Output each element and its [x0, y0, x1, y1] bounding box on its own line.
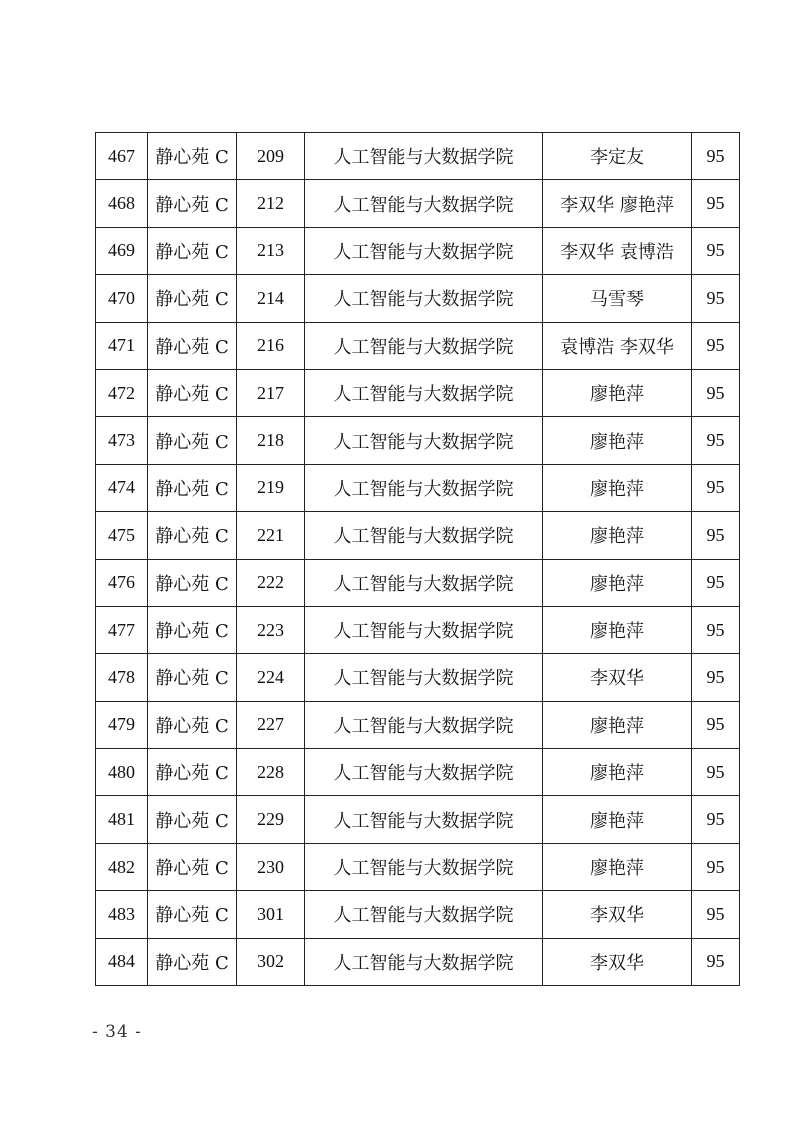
- cell-responsible-people: 廖艳萍: [543, 749, 692, 796]
- cell-score: 95: [692, 701, 740, 748]
- table-body: [96, 133, 740, 986]
- cell-building: 静心苑 C: [148, 133, 237, 180]
- cell-college: 人工智能与大数据学院: [305, 180, 543, 227]
- cell-number: 477: [96, 606, 148, 653]
- cell-responsible-people: 李双华 袁博浩: [543, 227, 692, 274]
- cell-college: 人工智能与大数据学院: [305, 796, 543, 843]
- cell-responsible-people: 廖艳萍: [543, 369, 692, 416]
- cell-room: 219: [237, 464, 305, 511]
- cell-college: 人工智能与大数据学院: [305, 701, 543, 748]
- cell-room: 221: [237, 512, 305, 559]
- cell-score: 95: [692, 275, 740, 322]
- cell-building: 静心苑 C: [148, 322, 237, 369]
- cell-responsible-people: 廖艳萍: [543, 559, 692, 606]
- cell-college: 人工智能与大数据学院: [305, 654, 543, 701]
- cell-room: 224: [237, 654, 305, 701]
- cell-responsible-people: 李双华: [543, 654, 692, 701]
- cell-responsible-people: 廖艳萍: [543, 417, 692, 464]
- cell-college: 人工智能与大数据学院: [305, 512, 543, 559]
- table-row: [96, 843, 740, 890]
- cell-number: 476: [96, 559, 148, 606]
- cell-responsible-people: 李双华 廖艳萍: [543, 180, 692, 227]
- cell-score: 95: [692, 796, 740, 843]
- cell-college: 人工智能与大数据学院: [305, 133, 543, 180]
- cell-responsible-people: 廖艳萍: [543, 843, 692, 890]
- cell-college: 人工智能与大数据学院: [305, 275, 543, 322]
- cell-building: 静心苑 C: [148, 464, 237, 511]
- cell-college: 人工智能与大数据学院: [305, 322, 543, 369]
- cell-room: 216: [237, 322, 305, 369]
- table-row: [96, 938, 740, 985]
- cell-college: 人工智能与大数据学院: [305, 749, 543, 796]
- cell-building: 静心苑 C: [148, 654, 237, 701]
- cell-room: 212: [237, 180, 305, 227]
- cell-number: 467: [96, 133, 148, 180]
- cell-score: 95: [692, 606, 740, 653]
- table-row: [96, 417, 740, 464]
- table-row: [96, 606, 740, 653]
- page-number: - 34 -: [92, 1022, 142, 1042]
- cell-room: 217: [237, 369, 305, 416]
- cell-college: 人工智能与大数据学院: [305, 464, 543, 511]
- cell-college: 人工智能与大数据学院: [305, 227, 543, 274]
- cell-responsible-people: 廖艳萍: [543, 464, 692, 511]
- cell-room: 223: [237, 606, 305, 653]
- cell-room: 209: [237, 133, 305, 180]
- cell-building: 静心苑 C: [148, 938, 237, 985]
- table-row: [96, 891, 740, 938]
- cell-number: 483: [96, 891, 148, 938]
- cell-room: 228: [237, 749, 305, 796]
- table-row: [96, 133, 740, 180]
- cell-responsible-people: 廖艳萍: [543, 796, 692, 843]
- table-row: [96, 559, 740, 606]
- cell-score: 95: [692, 369, 740, 416]
- table-row: [96, 322, 740, 369]
- cell-building: 静心苑 C: [148, 275, 237, 322]
- cell-number: 481: [96, 796, 148, 843]
- cell-college: 人工智能与大数据学院: [305, 369, 543, 416]
- table-row: [96, 227, 740, 274]
- cell-number: 479: [96, 701, 148, 748]
- cell-responsible-people: 廖艳萍: [543, 701, 692, 748]
- cell-number: 474: [96, 464, 148, 511]
- cell-number: 484: [96, 938, 148, 985]
- cell-college: 人工智能与大数据学院: [305, 843, 543, 890]
- cell-room: 301: [237, 891, 305, 938]
- cell-building: 静心苑 C: [148, 227, 237, 274]
- cell-score: 95: [692, 227, 740, 274]
- table-row: [96, 796, 740, 843]
- cell-building: 静心苑 C: [148, 749, 237, 796]
- cell-score: 95: [692, 938, 740, 985]
- table-row: [96, 275, 740, 322]
- cell-number: 473: [96, 417, 148, 464]
- cell-number: 468: [96, 180, 148, 227]
- cell-number: 475: [96, 512, 148, 559]
- cell-college: 人工智能与大数据学院: [305, 417, 543, 464]
- cell-score: 95: [692, 749, 740, 796]
- cell-responsible-people: 马雪琴: [543, 275, 692, 322]
- cell-room: 213: [237, 227, 305, 274]
- cell-room: 302: [237, 938, 305, 985]
- cell-score: 95: [692, 417, 740, 464]
- cell-score: 95: [692, 464, 740, 511]
- cell-score: 95: [692, 843, 740, 890]
- cell-room: 227: [237, 701, 305, 748]
- cell-college: 人工智能与大数据学院: [305, 938, 543, 985]
- cell-building: 静心苑 C: [148, 180, 237, 227]
- cell-number: 471: [96, 322, 148, 369]
- cell-number: 480: [96, 749, 148, 796]
- cell-responsible-people: 李定友: [543, 133, 692, 180]
- cell-score: 95: [692, 133, 740, 180]
- cell-college: 人工智能与大数据学院: [305, 559, 543, 606]
- cell-building: 静心苑 C: [148, 701, 237, 748]
- cell-room: 218: [237, 417, 305, 464]
- cell-number: 469: [96, 227, 148, 274]
- table-row: [96, 464, 740, 511]
- cell-building: 静心苑 C: [148, 369, 237, 416]
- table-row: [96, 749, 740, 796]
- cell-building: 静心苑 C: [148, 843, 237, 890]
- dormitory-score-table: [95, 132, 740, 986]
- cell-room: 222: [237, 559, 305, 606]
- cell-building: 静心苑 C: [148, 606, 237, 653]
- table-row: [96, 180, 740, 227]
- cell-score: 95: [692, 512, 740, 559]
- cell-responsible-people: 李双华: [543, 891, 692, 938]
- table-row: [96, 512, 740, 559]
- cell-college: 人工智能与大数据学院: [305, 891, 543, 938]
- cell-number: 472: [96, 369, 148, 416]
- table-row: [96, 369, 740, 416]
- cell-responsible-people: 袁博浩 李双华: [543, 322, 692, 369]
- cell-room: 214: [237, 275, 305, 322]
- cell-building: 静心苑 C: [148, 891, 237, 938]
- cell-responsible-people: 李双华: [543, 938, 692, 985]
- table-row: [96, 654, 740, 701]
- cell-building: 静心苑 C: [148, 512, 237, 559]
- cell-score: 95: [692, 180, 740, 227]
- cell-score: 95: [692, 654, 740, 701]
- cell-responsible-people: 廖艳萍: [543, 512, 692, 559]
- cell-college: 人工智能与大数据学院: [305, 606, 543, 653]
- table-row: [96, 701, 740, 748]
- cell-number: 482: [96, 843, 148, 890]
- cell-room: 229: [237, 796, 305, 843]
- cell-building: 静心苑 C: [148, 417, 237, 464]
- cell-building: 静心苑 C: [148, 796, 237, 843]
- cell-score: 95: [692, 891, 740, 938]
- cell-number: 478: [96, 654, 148, 701]
- cell-score: 95: [692, 559, 740, 606]
- cell-score: 95: [692, 322, 740, 369]
- cell-room: 230: [237, 843, 305, 890]
- cell-building: 静心苑 C: [148, 559, 237, 606]
- cell-responsible-people: 廖艳萍: [543, 606, 692, 653]
- cell-number: 470: [96, 275, 148, 322]
